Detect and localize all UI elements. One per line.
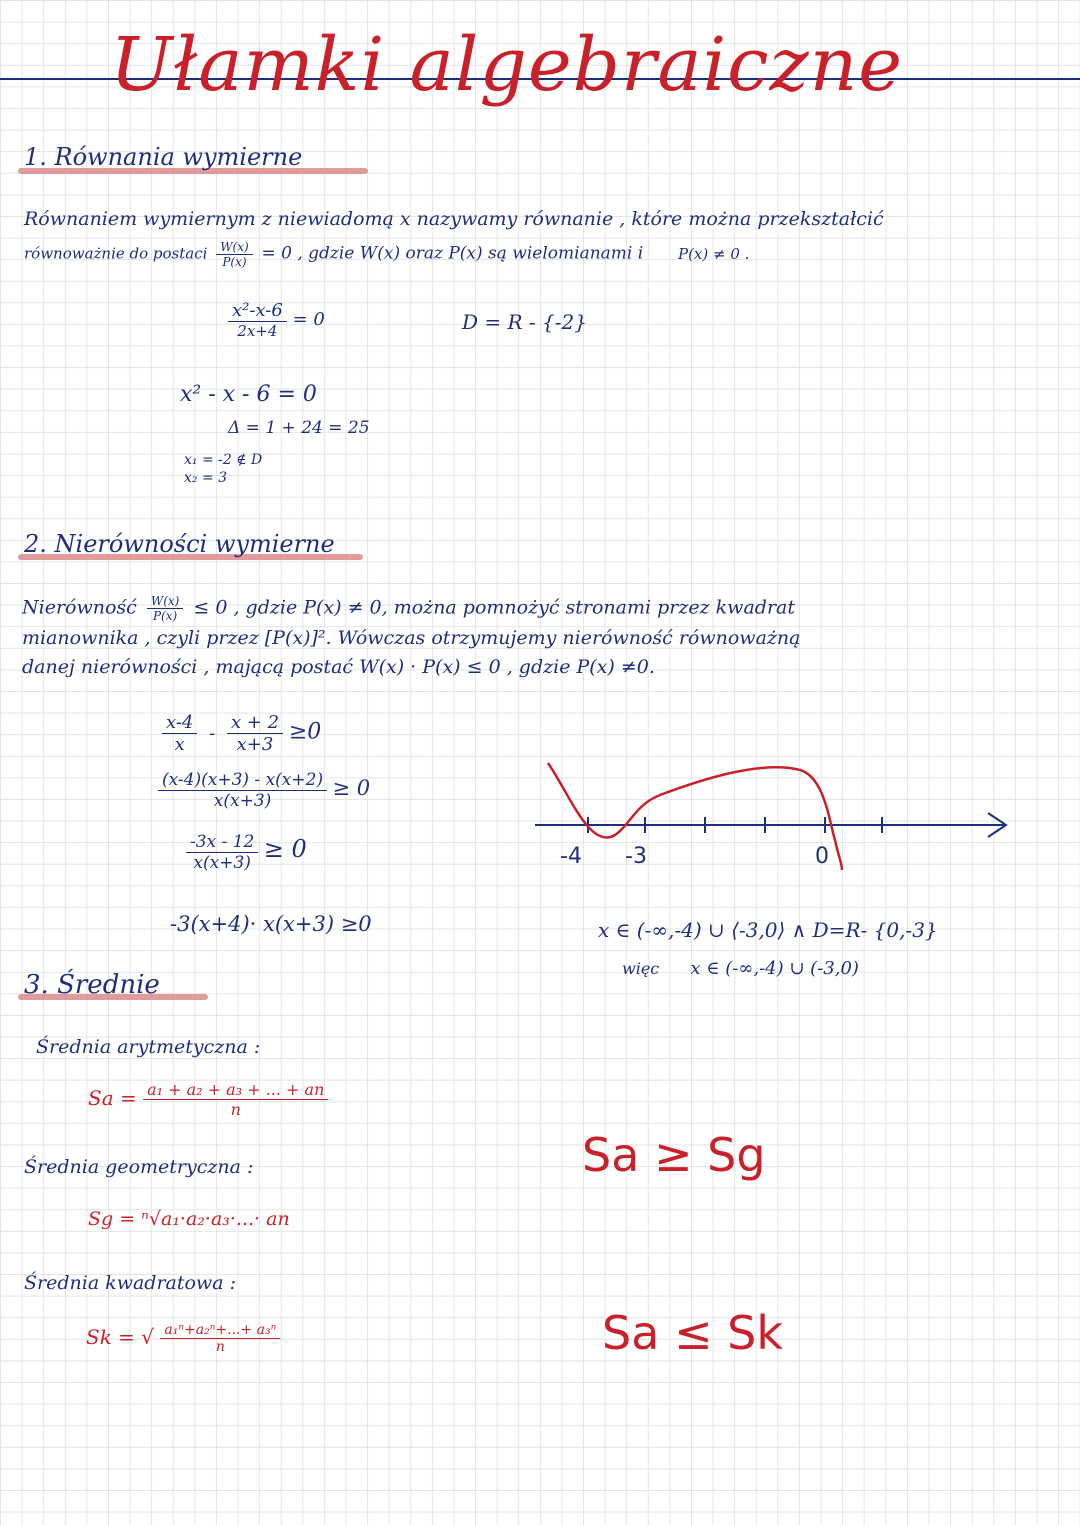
section2-ex1 [162, 712, 321, 755]
section2-heading: 2. Nierówności wymierne [24, 530, 335, 558]
example-fraction [228, 300, 287, 340]
arith-label: Średnia arytmetyczna : [36, 1036, 261, 1058]
geo-label: Średnia geometryczna : [24, 1156, 254, 1178]
arith-den: n [230, 1100, 241, 1119]
arith-num: a₁ + a₂ + a₃ + ... + an [143, 1080, 328, 1100]
sign-chart [530, 755, 1020, 880]
ex3-num: -3x - 12 [186, 832, 258, 853]
quad-fraction [160, 1322, 280, 1355]
sign-curve [548, 763, 842, 870]
inequality-sa-sg: Sa ≥ Sg [582, 1128, 766, 1182]
definition-text-a: równoważnie do postaci [24, 244, 208, 263]
ex3-relation: ≥ 0 [263, 835, 307, 863]
axis-label-zero: 0 [815, 844, 829, 869]
axis-label-minus3: -3 [625, 844, 647, 869]
section2-ex4: -3(x+4)· x(x+3) ≥0 [170, 912, 372, 936]
page-title: Ułamki algebraiczne [110, 22, 904, 108]
ex1-b-den: x+3 [236, 734, 274, 755]
quad-lhs: Sk = √ [86, 1325, 155, 1349]
arith-lhs: Sa = [88, 1086, 137, 1110]
section1-example [228, 300, 325, 340]
def-nierownosc: Nierówność [22, 596, 137, 619]
definition-condition: P(x) ≠ 0 . [677, 244, 750, 263]
ex1-fraction-b [227, 712, 283, 755]
section1-heading: 1. Równania wymierne [24, 143, 303, 171]
section2-def-line3: danej nierówności , mającą postać W(x) · P(x) ≤ 0 , gdzie P(x) ≠0. [22, 656, 655, 678]
ex2-den: x(x+3) [213, 791, 272, 811]
geo-formula: Sg = ⁿ√a₁·a₂·a₃·...· an [88, 1208, 290, 1230]
example-denominator: 2x+4 [237, 322, 278, 340]
quad-label: Średnia kwadratowa : [24, 1272, 236, 1294]
section1-step1: x² - x - 6 = 0 [180, 382, 317, 407]
solution-final: x ∈ (-∞,-4) ∪ (-3,0) [690, 958, 859, 979]
ex1-relation: ≥0 [288, 719, 322, 745]
ex3-fraction [186, 832, 258, 873]
section1-definition-line2 [24, 240, 749, 269]
section1-step2: Δ = 1 + 24 = 25 [228, 418, 370, 438]
arith-formula [88, 1080, 328, 1119]
ex3-den: x(x+3) [193, 853, 251, 873]
section2-def-line1 [22, 594, 795, 623]
definition-text-b: = 0 , gdzie W(x) oraz P(x) są wielomianami i [261, 243, 644, 264]
def-fraction-den: P(x) [152, 609, 178, 623]
quad-den: n [215, 1339, 225, 1355]
definition-fraction [216, 240, 252, 269]
ex2-num: (x-4)(x+3) - x(x+2) [158, 770, 327, 791]
def-rest: ≤ 0 , gdzie P(x) ≠ 0, można pomnożyć stronami przez kwadrat [193, 596, 795, 619]
ex1-b-num: x + 2 [227, 712, 283, 734]
section1-root2: x₂ = 3 [184, 470, 228, 486]
ex1-a-num: x-4 [162, 712, 197, 734]
section1-domain: D = R - {-2} [462, 310, 587, 334]
def-fraction-num: W(x) [147, 594, 183, 609]
ex1-operator: - [209, 722, 216, 744]
ex1-a-den: x [174, 734, 185, 755]
section3-heading: 3. Średnie [24, 970, 160, 1000]
quad-formula [86, 1322, 280, 1355]
section2-solution1: x ∈ (-∞,-4) ∪ ⟨-3,0⟩ ∧ D=R- {0,-3} [598, 918, 938, 942]
section2-ex3 [186, 832, 307, 873]
section1-definition-line1: Równaniem wymiernym z niewiadomą x nazywamy równanie , które można przekształcić [24, 208, 884, 230]
axis-label-minus4: -4 [560, 844, 582, 869]
ex2-fraction [158, 770, 327, 811]
section2-def-line2: mianownika , czyli przez [P(x)]². Wówczas otrzymujemy nierówność równoważną [22, 627, 801, 649]
ex1-fraction-a [162, 712, 197, 755]
quad-num: a₁ⁿ+a₂ⁿ+...+ a₃ⁿ [160, 1322, 280, 1339]
definition-fraction-den: P(x) [222, 255, 247, 269]
section2-solution2 [622, 958, 859, 979]
example-equals: = 0 [292, 309, 325, 330]
inequality-sa-sk: Sa ≤ Sk [602, 1306, 784, 1360]
def-fraction [147, 594, 183, 623]
section2-ex2 [158, 770, 370, 811]
ex2-relation: ≥ 0 [332, 776, 371, 800]
definition-fraction-num: W(x) [216, 240, 252, 255]
solution-wiec: więc [622, 959, 660, 978]
section1-root1: x₁ = -2 ∉ D [184, 452, 263, 468]
example-numerator: x²-x-6 [228, 300, 287, 322]
arith-fraction [143, 1080, 328, 1119]
